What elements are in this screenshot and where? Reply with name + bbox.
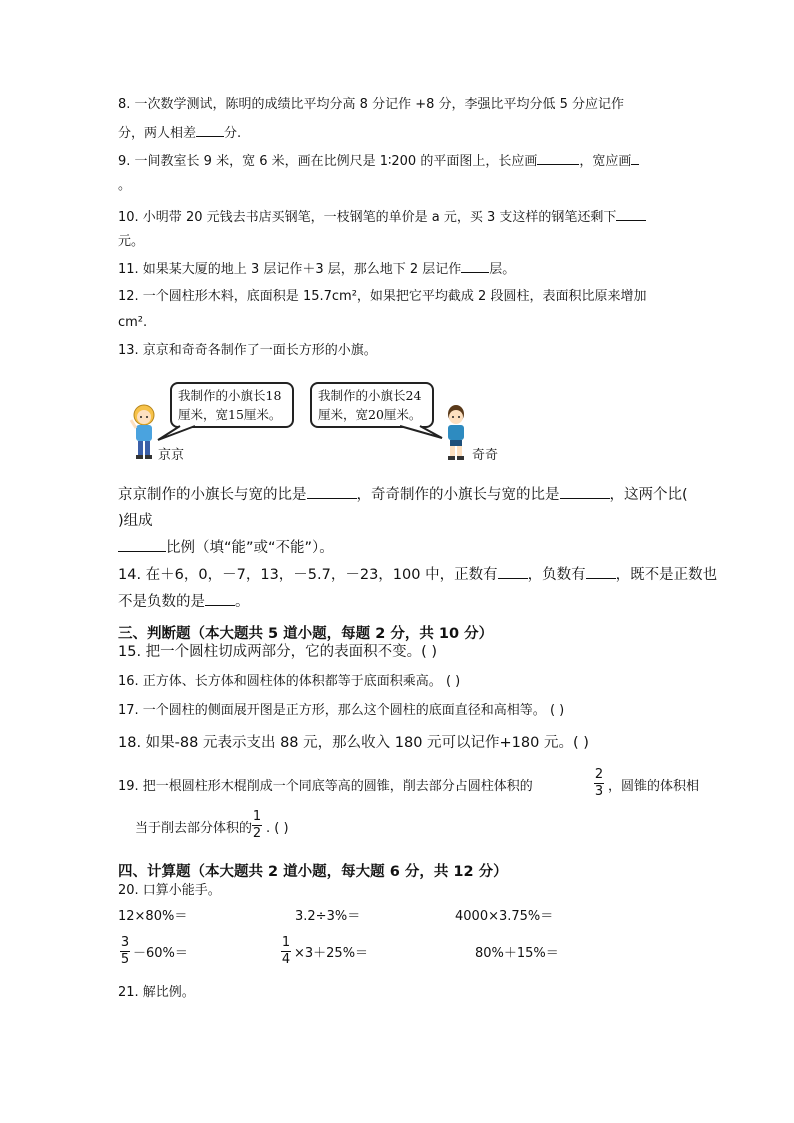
q14-line1 (118, 566, 717, 584)
q8-text-b: 分. (224, 126, 242, 141)
fraction-denominator: 2 (252, 826, 262, 841)
q12-line2: cm². (118, 315, 148, 330)
q12-line1: 12. 一个圆柱形木料，底面积是 15.7cm²，如果把它平均截成 2 段圆柱，表面积比原来增加 (118, 289, 647, 304)
answer-blank[interactable] (537, 152, 579, 165)
section-4-heading: 四、计算题（本大题共 2 道小题，每大题 6 分，共 12 分） (118, 864, 508, 880)
q15: 15. 把一个圆柱切成两部分，它的表面积不变。( ) (118, 644, 438, 660)
q13-answer-line1 (118, 486, 688, 504)
q9-text-b: ，宽应画 (579, 154, 632, 169)
q13-text-d: 比例（填“能”或“不能”）。 (166, 540, 334, 556)
calc-r2c2: ×3＋25%＝ (294, 946, 369, 961)
answer-blank[interactable] (498, 566, 528, 579)
q13-title: 13. 京京和奇奇各制作了一面长方形的小旗。 (118, 343, 377, 358)
q19-line1a: 19. 把一根圆柱形木棍削成一个同底等高的圆锥，削去部分占圆柱体积的 (118, 779, 533, 794)
q19-line2b: . ( ) (266, 821, 289, 836)
q14-text-e: 。 (235, 594, 250, 610)
answer-blank[interactable] (118, 539, 166, 552)
q9-line1 (118, 152, 639, 171)
q19-line2a: 当于削去部分体积的 (135, 821, 253, 836)
bubble-tail-jingjing (150, 420, 210, 444)
q14-line2 (118, 593, 250, 611)
q13-text-b: ，奇奇制作的小旗长与宽的比是 (356, 487, 560, 503)
q10-line2: 元。 (118, 234, 145, 249)
q14-text-d: 不是负数的是 (118, 594, 205, 610)
q17: 17. 一个圆柱的侧面展开图是正方形，那么这个圆柱的底面直径和高相等。 ( ) (118, 703, 565, 718)
kid-name-jingjing: 京京 (158, 448, 185, 463)
q20-title: 20. 口算小能手。 (118, 883, 221, 898)
q13-answer-line2: )组成 (118, 513, 153, 529)
q13-text-a: 京京制作的小旗长与宽的比是 (118, 487, 307, 503)
kid-qiqi-illustration (440, 402, 472, 462)
fraction-three-fifths (120, 936, 130, 967)
q10-text-a: 10. 小明带 20 元钱去书店买钢笔，一枝钢笔的单价是 a 元，买 3 支这样的钢笔还剩下 (118, 210, 617, 225)
bubble-qiqi-line1: 我制作的小旗长24 (318, 388, 422, 403)
answer-blank[interactable] (586, 566, 616, 579)
answer-blank[interactable] (616, 208, 646, 221)
fraction-denominator: 5 (120, 952, 130, 967)
fraction-denominator: 4 (281, 952, 291, 967)
answer-blank[interactable] (461, 260, 489, 273)
fraction-one-half (252, 810, 262, 841)
q11-text-b: 层。 (489, 262, 516, 277)
q16: 16. 正方体、长方体和圆柱体的体积都等于底面积乘高。 ( ) (118, 674, 461, 689)
q8-line1: 8. 一次数学测试，陈明的成绩比平均分高 8 分记作 +8 分，李强比平均分低 5 分应记作 (118, 97, 625, 112)
bubble-jingjing-line2: 厘米，宽15厘米。 (178, 407, 282, 422)
calc-r1c2: 3.2÷3%＝ (295, 909, 361, 924)
q11-line (118, 260, 515, 279)
fraction-numerator: 3 (120, 935, 130, 950)
calc-r1c1: 12×80%＝ (118, 909, 188, 924)
answer-blank[interactable] (307, 486, 357, 499)
q9-text-a: 9. 一间教室长 9 米，宽 6 米，画在比例尺是 1∶200 的平面图上，长应画 (118, 154, 538, 169)
q14-text-a: 14. 在＋6，0，－7，13，－5.7，－23，100 中，正数有 (118, 567, 498, 583)
bubble-jingjing-line1: 我制作的小旗长18 (178, 388, 282, 403)
fraction-numerator: 2 (594, 767, 604, 782)
calc-r2c1: －60%＝ (133, 946, 188, 961)
section-3-heading: 三、判断题（本大题共 5 道小题，每题 2 分，共 10 分） (118, 626, 494, 642)
fraction-numerator: 1 (281, 935, 291, 950)
q13-text-c: ，这两个比( (609, 487, 688, 503)
q10-line1 (118, 208, 646, 227)
fraction-one-quarter (281, 936, 291, 967)
answer-blank[interactable] (560, 486, 610, 499)
answer-blank[interactable] (196, 124, 224, 137)
answer-blank[interactable] (205, 593, 235, 606)
fraction-numerator: 1 (252, 809, 262, 824)
q13-answer-line3 (118, 539, 334, 557)
kid-name-qiqi: 奇奇 (472, 448, 499, 463)
answer-blank[interactable] (631, 152, 639, 165)
q9-line2: 。 (118, 178, 132, 193)
q11-text-a: 11. 如果某大厦的地上 3 层记作＋3 层，那么地下 2 层记作 (118, 262, 462, 277)
calc-r2c3: 80%＋15%＝ (475, 946, 559, 961)
q19-line1b: ，圆锥的体积相 (608, 779, 700, 794)
q14-text-b: ，负数有 (527, 567, 586, 583)
q21-title: 21. 解比例。 (118, 985, 195, 1000)
q8-text-a: 分，两人相差 (118, 126, 197, 141)
calc-r1c3: 4000×3.75%＝ (455, 909, 554, 924)
bubble-qiqi-line2: 厘米，宽20厘米。 (318, 407, 422, 422)
q8-line2 (118, 124, 241, 143)
q18: 18. 如果-88 元表示支出 88 元，那么收入 180 元可以记作+180 元。( ) (118, 735, 589, 751)
fraction-denominator: 3 (594, 784, 604, 799)
q14-text-c: ，既不是正数也 (615, 567, 718, 583)
fraction-two-thirds (594, 768, 604, 799)
